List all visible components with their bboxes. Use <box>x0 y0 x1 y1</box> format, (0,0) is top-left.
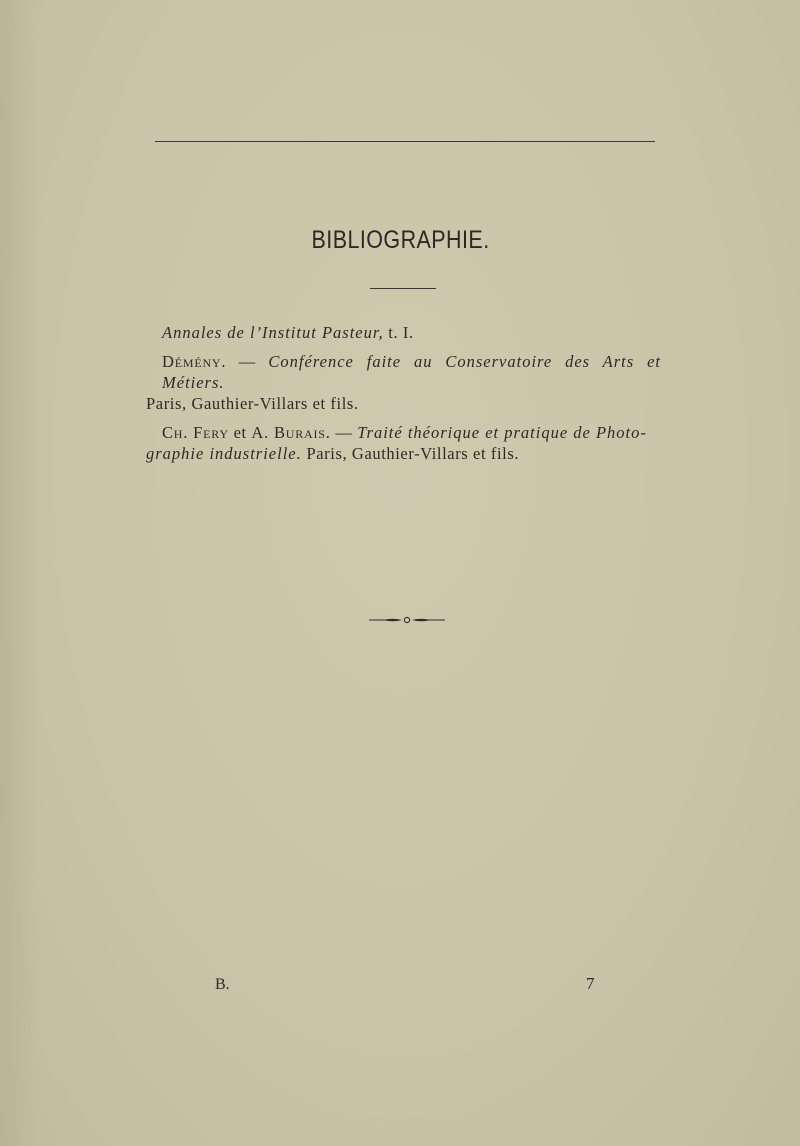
entry-connector: et <box>228 423 252 442</box>
end-ornament-icon <box>369 612 445 628</box>
page-title: BIBLIOGRAPHIE. <box>311 226 490 254</box>
entry-title-continued: graphie industrielle. <box>146 444 302 463</box>
entry-title: Annales de l’Institut Pasteur, <box>162 323 384 342</box>
bibliography-entry-fery <box>146 422 661 464</box>
title-rule <box>370 288 436 289</box>
bibliography-entry-pasteur <box>146 322 661 343</box>
top-rule <box>155 141 655 142</box>
signature-mark: B. <box>215 976 230 993</box>
signature-number: 7 <box>586 974 595 993</box>
entry-line <box>146 422 661 443</box>
entry-line <box>146 443 661 464</box>
entry-publisher: Paris, Gauthier-Villars et fils. <box>146 394 359 413</box>
entry-author: Ch. Fery <box>162 423 229 442</box>
entry-publisher: Paris, Gauthier-Villars et fils. <box>301 444 520 463</box>
entry-title: Traité théorique et pratique de Photo- <box>357 423 647 442</box>
entry-dash: — <box>330 423 358 442</box>
binding-shadow <box>0 0 40 1146</box>
entry-line <box>146 351 661 393</box>
entry-title: Conférence faite au Conservatoire des Arts et Métiers. <box>162 352 661 392</box>
bibliography-list <box>146 322 661 472</box>
entry-dash: — <box>226 352 269 371</box>
entry-volume: t. I. <box>383 323 414 342</box>
entry-author: A. Burais. <box>251 423 331 442</box>
entry-author: Démény. <box>162 352 227 371</box>
entry-line <box>146 322 661 343</box>
bibliography-entry-demeny <box>146 351 661 414</box>
